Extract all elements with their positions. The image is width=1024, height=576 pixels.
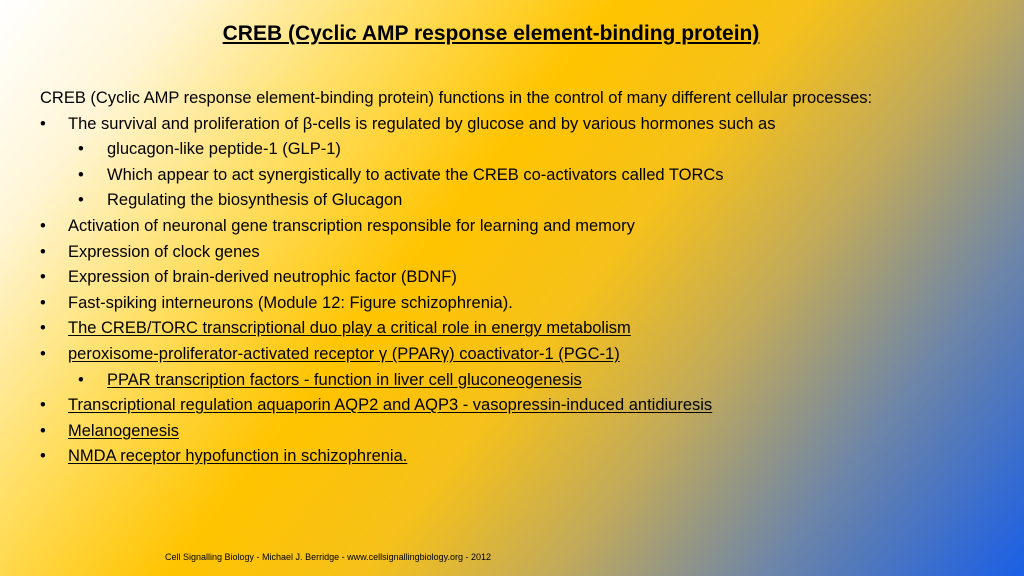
bullet-marker: •	[40, 216, 46, 235]
slide-content	[40, 86, 960, 470]
bullet-marker: •	[78, 191, 84, 210]
bullet-text: Regulating the biosynthesis of Glucagon	[107, 191, 403, 210]
bullet-marker: •	[40, 344, 46, 363]
bullet-marker: •	[40, 396, 46, 415]
bullet-marker: •	[40, 268, 46, 287]
bullet-item-link[interactable]	[40, 368, 960, 394]
hyperlink-text[interactable]: NMDA receptor hypofunction in schizophrenia.	[68, 447, 408, 466]
bullet-list	[40, 112, 960, 470]
bullet-marker: •	[78, 140, 84, 159]
bullet-marker: •	[40, 242, 46, 261]
bullet-marker: •	[78, 165, 84, 184]
bullet-item	[40, 265, 960, 291]
sub-bullet-item	[40, 188, 960, 214]
bullet-item	[40, 240, 960, 266]
bullet-item	[40, 291, 960, 317]
bullet-item	[40, 214, 960, 240]
hyperlink-text[interactable]: The CREB/TORC transcriptional duo play a critical role in energy metabolism	[68, 319, 631, 338]
bullet-marker: •	[40, 447, 46, 466]
sub-bullet-item	[40, 137, 960, 163]
slide-title: CREB (Cyclic AMP response element-binding protein)	[222, 22, 760, 45]
sub-bullet-item	[40, 163, 960, 189]
hyperlink-text[interactable]: Melanogenesis	[68, 421, 179, 440]
bullet-marker: •	[78, 370, 84, 389]
bullet-item-link[interactable]	[40, 419, 960, 445]
bullet-marker: •	[40, 293, 46, 312]
bullet-item-link[interactable]	[40, 342, 960, 368]
hyperlink-text[interactable]: peroxisome-proliferator-activated receptor γ (PPARγ) coactivator-1 (PGC-1)	[68, 344, 620, 363]
bullet-item-link[interactable]	[40, 316, 960, 342]
bullet-text: glucagon-like peptide-1 (GLP-1)	[107, 140, 341, 159]
bullet-marker: •	[40, 114, 46, 133]
bullet-text: Fast-spiking interneurons (Module 12: Figure schizophrenia).	[68, 293, 513, 312]
footer-citation: Cell Signalling Biology - Michael J. Berridge - www.cellsignallingbiology.org - 2012	[165, 552, 491, 562]
hyperlink-text[interactable]: PPAR transcription factors - function in liver cell gluconeogenesis	[107, 370, 582, 389]
bullet-text: Activation of neuronal gene transcription responsible for learning and memory	[68, 216, 635, 235]
bullet-text: Expression of clock genes	[68, 242, 260, 261]
bullet-text: Which appear to act synergistically to activate the CREB co-activators called TORCs	[107, 165, 724, 184]
bullet-text: Expression of brain-derived neutrophic factor (BDNF)	[68, 268, 457, 287]
bullet-text: The survival and proliferation of β-cells is regulated by glucose and by various hormones such as	[68, 114, 776, 133]
bullet-marker: •	[40, 319, 46, 338]
bullet-item	[40, 112, 960, 138]
hyperlink-text[interactable]: Transcriptional regulation aquaporin AQP2 and AQP3 - vasopressin-induced antidiuresis	[68, 396, 713, 415]
intro-paragraph: CREB (Cyclic AMP response element-binding protein) functions in the control of many different cellular processes:	[40, 89, 873, 107]
bullet-marker: •	[40, 421, 46, 440]
bullet-item-link[interactable]	[40, 393, 960, 419]
bullet-item-link[interactable]	[40, 444, 960, 470]
